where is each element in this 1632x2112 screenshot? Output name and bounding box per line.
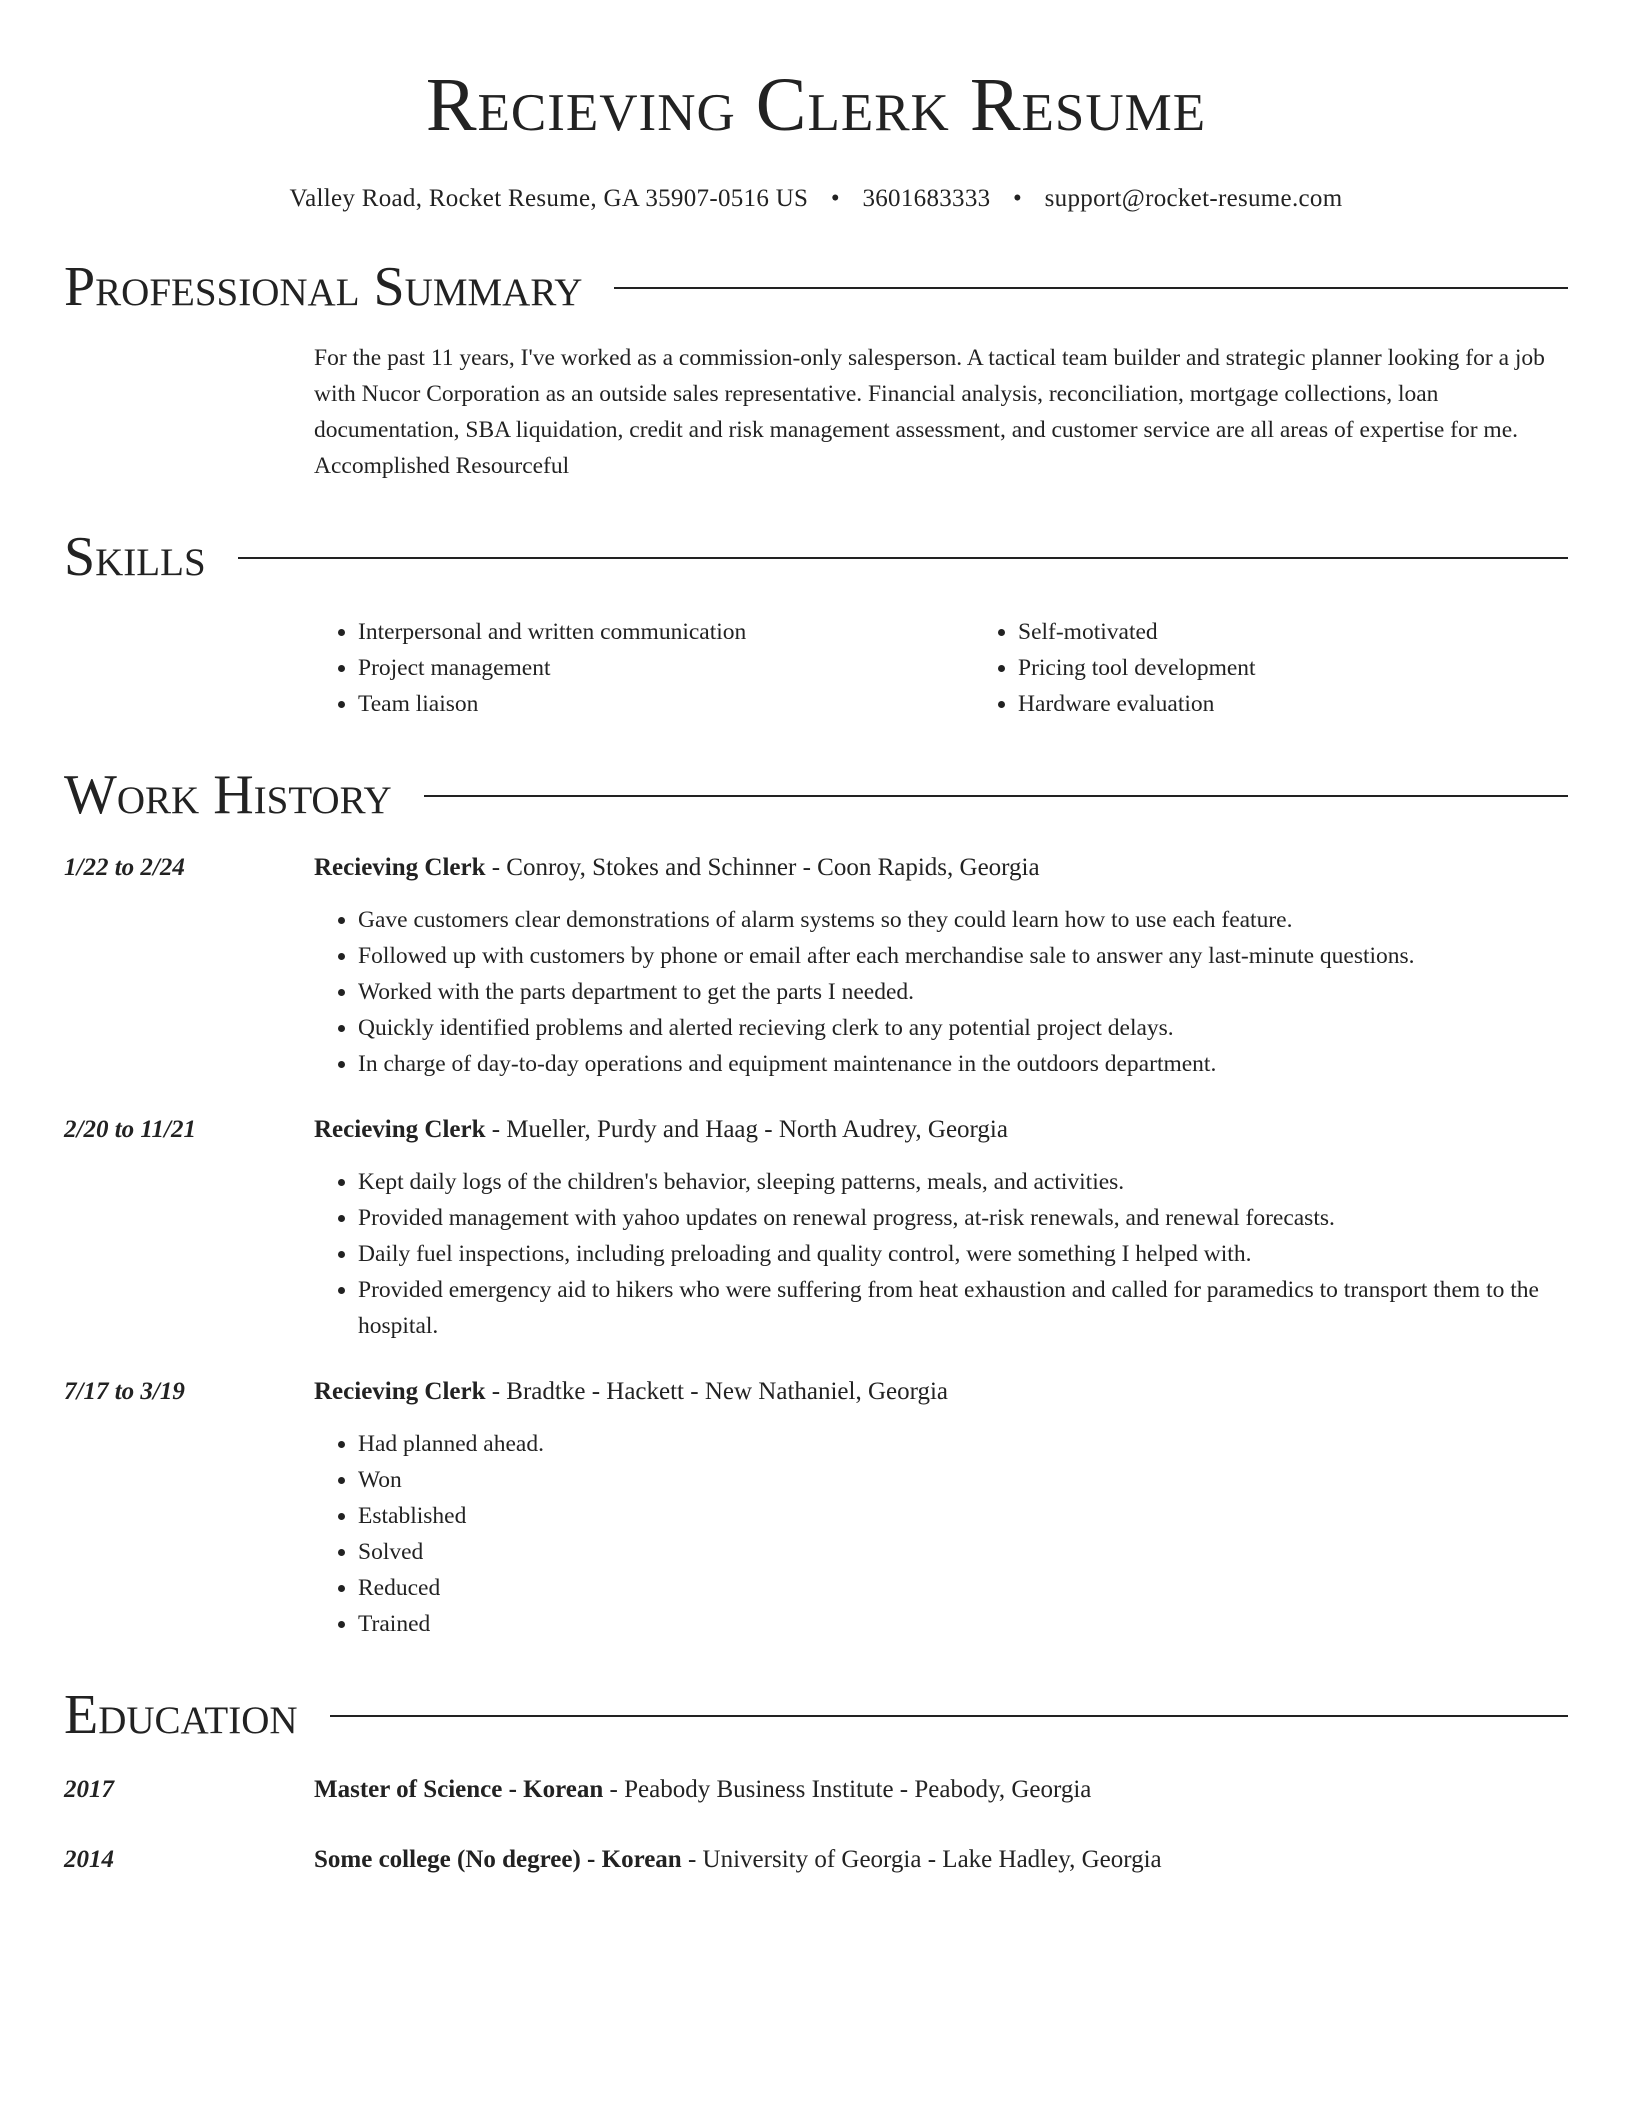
section-divider [424, 795, 1568, 797]
education-section-header [64, 1684, 1568, 1746]
job-bullet: • Provided emergency aid to hikers who were suffering from heat exhaustion and called for paramedics to transport them to the hospital. [358, 1272, 1568, 1344]
job-bullets [314, 1164, 1568, 1344]
job-heading [314, 850, 1568, 886]
education-body [314, 1842, 1568, 1878]
education-list [64, 1772, 1568, 1878]
skills-spacer [64, 614, 314, 722]
job-body [314, 850, 1568, 1082]
work-heading: Work History [64, 764, 392, 826]
education-body [314, 1772, 1568, 1808]
job-bullet: • Provided management with yahoo updates on renewal progress, at-risk renewals, and renewal forecasts. [358, 1200, 1568, 1236]
job-employer: - Bradtke - Hackett - New Nathaniel, Georgia [485, 1378, 949, 1405]
contact-line [64, 184, 1568, 214]
section-divider [238, 557, 1568, 559]
section-divider [614, 287, 1568, 289]
education-heading: Education [64, 1684, 298, 1746]
job-employer: - Mueller, Purdy and Haag - North Audrey, Georgia [485, 1116, 1008, 1143]
work-section-header [64, 764, 1568, 826]
summary-section-header [64, 256, 1568, 318]
job-bullet: • Had planned ahead. [358, 1426, 1568, 1462]
job-bullet: • Reduced [358, 1570, 1568, 1606]
contact-phone: 3601683333 [862, 185, 991, 212]
section-divider [330, 1715, 1568, 1717]
skill-item: • Pricing tool development [1018, 650, 1632, 686]
education-year: 2017 [64, 1776, 114, 1803]
job-bullet: • Worked with the parts department to get the parts I needed. [358, 974, 1568, 1010]
job-bullet: • In charge of day-to-day operations and equipment maintenance in the outdoors department. [358, 1046, 1568, 1082]
job-bullets [314, 1426, 1568, 1642]
job-dates: 2/20 to 11/21 [64, 1116, 196, 1143]
job-title: Recieving Clerk [314, 854, 486, 881]
resume-title: Recieving Clerk Resume [425, 63, 1207, 147]
summary-spacer [64, 340, 314, 484]
summary-heading: Professional Summary [64, 256, 583, 318]
job-title: Recieving Clerk [314, 1378, 486, 1405]
skill-item: • Project management [358, 650, 974, 686]
job-heading [314, 1374, 1568, 1410]
job-bullet: • Solved [358, 1534, 1568, 1570]
skill-item: • Hardware evaluation [1018, 686, 1632, 722]
job-bullet: • Won [358, 1462, 1568, 1498]
job-bullet: • Daily fuel inspections, including preloading and quality control, were something I helped with. [358, 1236, 1568, 1272]
job-entry [64, 1374, 1568, 1642]
job-entry [64, 1112, 1568, 1344]
resume-page [64, 0, 1568, 1912]
skills-heading: Skills [64, 526, 206, 588]
job-bullet: • Gave customers clear demonstrations of alarm systems so they could learn how to use each feature. [358, 902, 1568, 938]
education-entry [64, 1772, 1568, 1808]
job-employer: - Conroy, Stokes and Schinner - Coon Rapids, Georgia [485, 854, 1040, 881]
job-bullet: • Quickly identified problems and alerted recieving clerk to any potential project delays. [358, 1010, 1568, 1046]
resume-header [64, 0, 1568, 214]
job-bullet: • Kept daily logs of the children's behavior, sleeping patterns, meals, and activities. [358, 1164, 1568, 1200]
summary-text: For the past 11 years, I've worked as a commission-only salesperson. A tactical team builder and strategic planner looking for a job with Nucor Corporation as an outside sales representative. Financial analysis, reconciliation, mortgage collections, loan documentation, SBA liquidation, credit and risk management assessment, and customer service are all areas of expertise for me. Accomplished Resourceful [314, 345, 1545, 479]
skill-item: • Self-motivated [1018, 614, 1632, 650]
skills-list-left [314, 614, 974, 722]
summary-row [64, 340, 1568, 484]
job-heading [314, 1112, 1568, 1148]
work-history-list [64, 850, 1568, 1642]
job-body [314, 1374, 1568, 1642]
skills-section-header [64, 526, 1568, 588]
skill-item: • Team liaison [358, 686, 974, 722]
job-bullets [314, 902, 1568, 1082]
education-year: 2014 [64, 1846, 114, 1873]
education-school: - University of Georgia - Lake Hadley, Georgia [681, 1846, 1162, 1873]
contact-email: support@rocket-resume.com [1044, 185, 1343, 212]
skill-item: • Interpersonal and written communication [358, 614, 974, 650]
job-title: Recieving Clerk [314, 1116, 486, 1143]
education-degree: Some college (No degree) - Korean [314, 1846, 682, 1873]
job-bullet: • Followed up with customers by phone or email after each merchandise sale to answer any last-minute questions. [358, 938, 1568, 974]
job-bullet: • Established [358, 1498, 1568, 1534]
education-degree: Master of Science - Korean [314, 1776, 604, 1803]
education-school: - Peabody Business Institute - Peabody, Georgia [603, 1776, 1092, 1803]
education-entry [64, 1842, 1568, 1878]
job-dates: 1/22 to 2/24 [64, 854, 185, 881]
job-body [314, 1112, 1568, 1344]
job-dates: 7/17 to 3/19 [64, 1378, 185, 1405]
contact-separator: • [1013, 185, 1023, 212]
job-bullet: • Trained [358, 1606, 1568, 1642]
contact-separator: • [830, 185, 840, 212]
job-entry [64, 850, 1568, 1082]
skills-columns [314, 614, 1632, 722]
contact-address: Valley Road, Rocket Resume, GA 35907-0516 US [289, 185, 809, 212]
skills-row [64, 614, 1568, 722]
skills-list-right [974, 614, 1632, 722]
